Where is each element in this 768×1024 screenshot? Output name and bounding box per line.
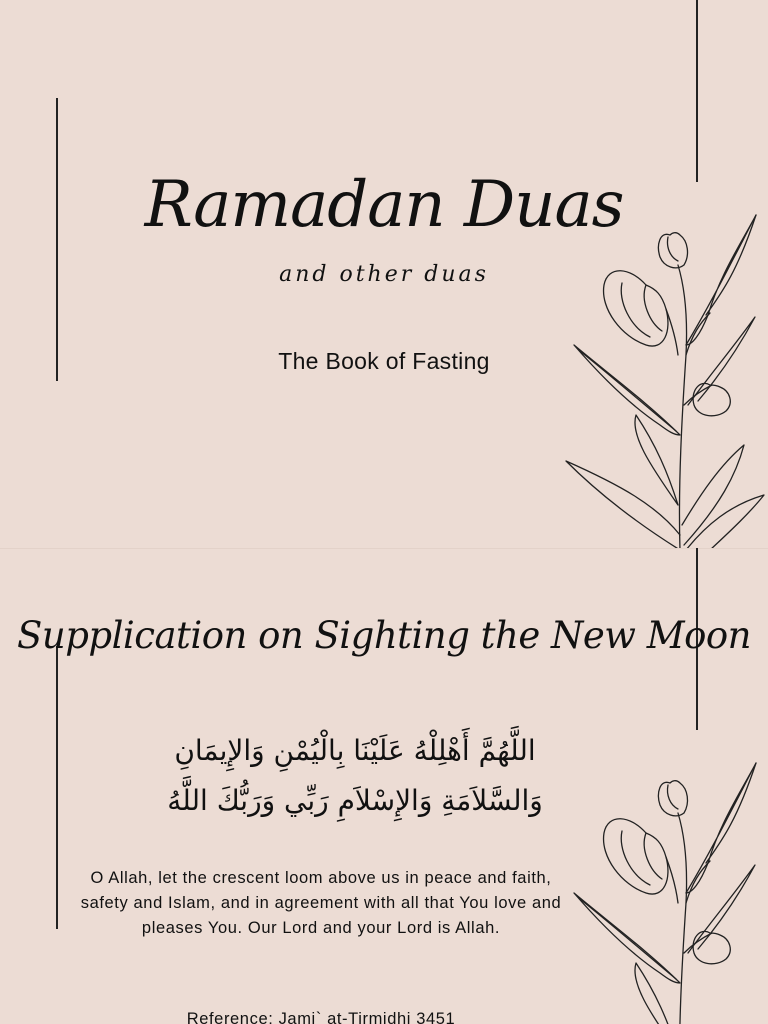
cover-subtitle: and other duas: [279, 262, 489, 287]
cover-title: Ramadan Duas: [144, 168, 624, 242]
tulip-floral-illustration-icon: [560, 205, 768, 548]
arabic-line-1: اللَّهُمَّ أَهْلِلْهُ عَلَيْنَا بِالْيُمْنِ وَالإِيمَانِ: [174, 734, 536, 767]
dua-heading: Supplication on Sighting the New Moon: [17, 614, 751, 657]
english-translation: O Allah, let the crescent loom above us in peace and faith, safety and Islam, and in agreement with all that You love and pleases You. Our Lord and your Lord is Allah.: [80, 869, 562, 937]
right-border-line: [696, 0, 698, 182]
book-title: The Book of Fasting: [278, 348, 490, 374]
tulip-floral-illustration-icon: [560, 753, 768, 1024]
arabic-line-2: وَالسَّلاَمَةِ وَالإِسْلاَمِ رَبِّي وَرَبُّكَ اللَّهُ: [167, 784, 543, 817]
left-border-line: [56, 646, 58, 929]
hadith-reference: Reference: Jami` at-Tirmidhi 3451: [186, 1010, 456, 1024]
dua-page: [0, 548, 768, 1024]
